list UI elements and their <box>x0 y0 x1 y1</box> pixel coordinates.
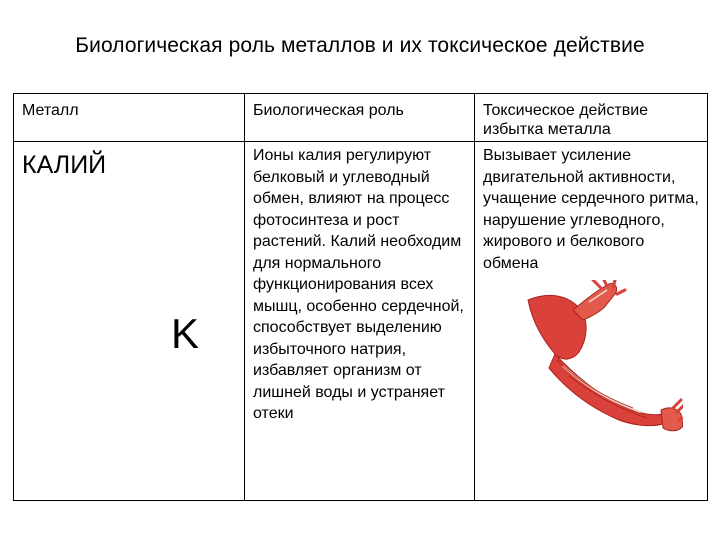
header-metal-cell <box>14 94 245 142</box>
toxic-effect-text: Вызывает усиление двигательной активности, учащение сердечного ритма, нарушение углеводного, жирового и белкового обмена <box>483 147 699 272</box>
toxic-cell <box>475 142 708 501</box>
arm-muscles-illustration <box>523 280 683 440</box>
header-biological-role: Биологическая роль <box>253 102 404 119</box>
header-metal: Металл <box>22 102 79 119</box>
metal-cell <box>14 142 245 501</box>
metal-symbol: K <box>171 310 200 357</box>
header-toxic-effect: Токсическое действие избытка металла <box>483 102 649 138</box>
role-cell <box>245 142 475 501</box>
biological-role-text: Ионы калия регулируют белковый и углеводный обмен, влияют на процесс фотосинтеза и рост растений. Калий необходим для нормального функционирования всех мышц, особенно сердечной, способствует выделению избыточного натрия, избавляет организм от лишней воды и устраняет отеки <box>253 147 464 422</box>
slide-title: Биологическая роль металлов и их токсическое действие <box>75 34 645 57</box>
metal-name: КАЛИЙ <box>22 151 107 179</box>
metals-table <box>13 93 708 501</box>
header-toxic-cell <box>475 94 708 142</box>
table-row <box>14 142 708 501</box>
header-role-cell <box>245 94 475 142</box>
table-header-row <box>14 94 708 142</box>
